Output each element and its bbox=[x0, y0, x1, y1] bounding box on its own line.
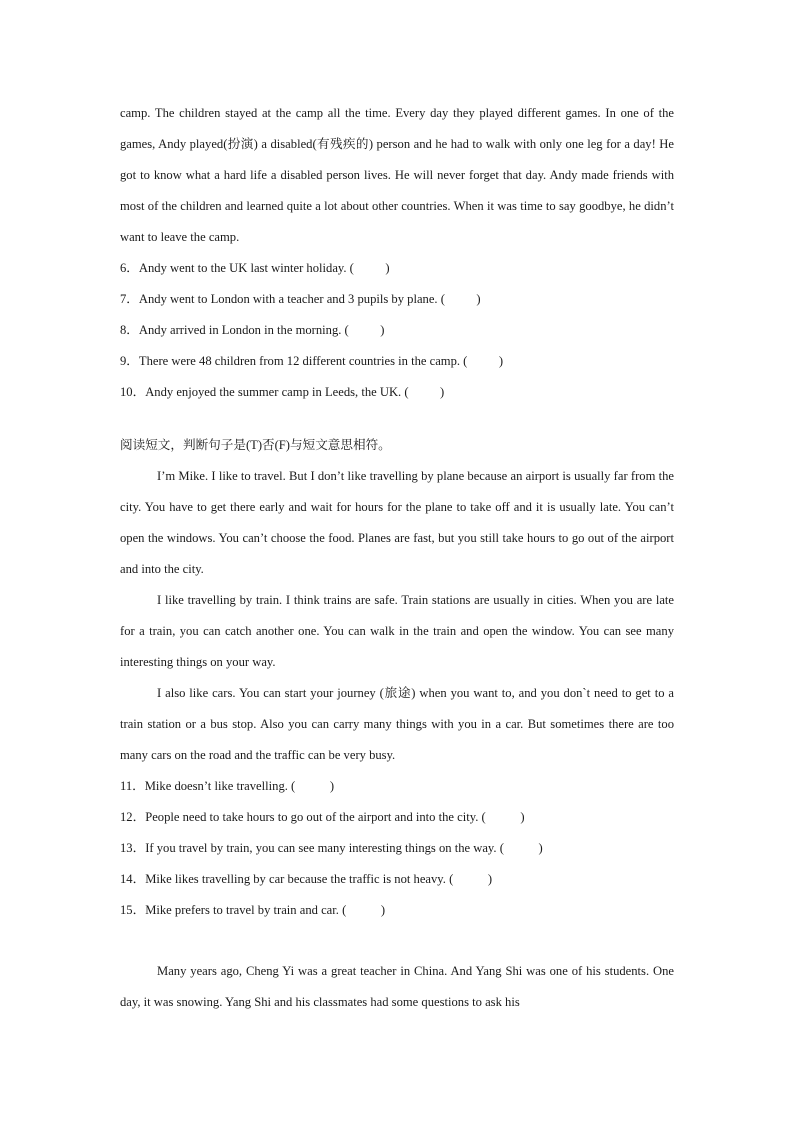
section-gap bbox=[120, 408, 674, 430]
passage-andy-tail: camp. The children stayed at the camp all the time. Every day they played different games. In one of the games, Andy played(扮演) a disabled(有残疾的) person and he had to walk with only one leg for a day! He got to know what a hard life a disabled person lives. He will never forget that day. Andy made friends with most of the children and learned quite a lot about other countries. When it was time to say goodbye, he didn’t want to leave the camp. bbox=[120, 106, 674, 244]
question-7: 7．Andy went to London with a teacher and 3 pupils by plane. ( ) bbox=[120, 292, 481, 306]
question-15: 15．Mike prefers to travel by train and car. ( ) bbox=[120, 903, 386, 917]
passage-mike-paragraph-1: I’m Mike. I like to travel. But I don’t like travelling by plane because an airport is usually far from the city. You have to get there early and wait for hours for the plane to take off and it is usually late. You can’t open the windows. You can’t choose the food. Planes are fast, but you still take hours to go out of the airport and into the city. bbox=[120, 469, 674, 576]
question-14: 14．Mike likes travelling by car because the traffic is not heavy. ( ) bbox=[120, 872, 493, 886]
passage-cheng-yi-paragraph: Many years ago, Cheng Yi was a great teacher in China. And Yang Shi was one of his students. One day, it was snowing. Yang Shi and his classmates had some questions to ask his bbox=[120, 964, 674, 1009]
document-page bbox=[120, 98, 674, 1018]
question-6: 6．Andy went to the UK last winter holiday. ( ) bbox=[120, 261, 390, 275]
section-instruction: 阅读短文，判断句子是(T)否(F)与短文意思相符。 bbox=[120, 438, 391, 452]
question-11: 11．Mike doesn’t like travelling. ( ) bbox=[120, 779, 335, 793]
passage-mike-paragraph-3: I also like cars. You can start your journey (旅途) when you want to, and you don`t need to get to a train station or a bus stop. Also you can carry many things with you in a car. But sometimes there are too many cars on the road and the traffic can be very busy. bbox=[120, 686, 674, 762]
question-8: 8．Andy arrived in London in the morning. ( ) bbox=[120, 323, 385, 337]
passage-mike-paragraph-2: I like travelling by train. I think trains are safe. Train stations are usually in cities. When you are late for a train, you can catch another one. You can walk in the train and open the window. You can see many interesting things on your way. bbox=[120, 593, 674, 669]
section-gap bbox=[120, 926, 674, 956]
question-10: 10．Andy enjoyed the summer camp in Leeds, the UK. ( ) bbox=[120, 385, 445, 399]
question-13: 13．If you travel by train, you can see many interesting things on the way. ( ) bbox=[120, 841, 543, 855]
question-9: 9．There were 48 children from 12 different countries in the camp. ( ) bbox=[120, 354, 504, 368]
question-12: 12．People need to take hours to go out of the airport and into the city. ( ) bbox=[120, 810, 525, 824]
